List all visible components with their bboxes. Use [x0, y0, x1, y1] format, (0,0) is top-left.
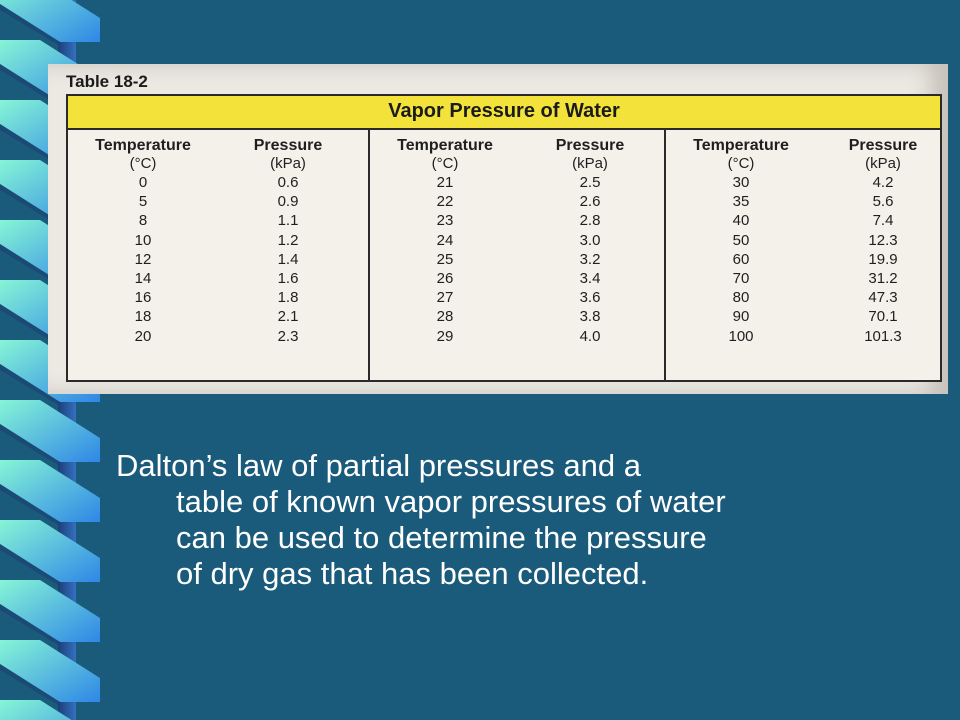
table-title-banner — [68, 96, 940, 130]
table-cell: 1.6 — [277, 269, 299, 287]
table-frame — [66, 94, 942, 382]
table-cell: 90 — [732, 308, 750, 326]
table-cell: 29 — [436, 327, 454, 345]
table-cell: 1.2 — [277, 231, 299, 249]
pressure-header: Pressure — [555, 137, 625, 154]
table-cell: 5 — [138, 193, 148, 211]
pressure-header: Pressure — [848, 137, 918, 154]
table-cell: 2.1 — [277, 308, 299, 326]
vapor-pressure-table-image — [48, 64, 948, 394]
table-cell: 40 — [732, 212, 750, 230]
table-cell: 27 — [436, 289, 454, 307]
table-cell: 2.6 — [579, 193, 601, 211]
pressure-column — [238, 130, 338, 346]
body-line: of dry gas that has been collected. — [176, 556, 649, 591]
pressure-unit: (kPa) — [865, 155, 901, 172]
table-cell: 3.2 — [579, 250, 601, 268]
slide-body-text — [116, 448, 946, 592]
temperature-column — [78, 130, 208, 346]
table-cell: 12 — [134, 250, 152, 268]
table-cell: 16 — [134, 289, 152, 307]
table-cell: 31.2 — [868, 269, 898, 287]
table-cell: 4.2 — [872, 174, 894, 191]
table-cell: 14 — [134, 269, 152, 287]
temperature-column — [676, 130, 806, 346]
table-cell: 28 — [436, 308, 454, 326]
table-cell: 50 — [732, 231, 750, 249]
table-cell: 10 — [134, 231, 152, 249]
table-cell: 1.4 — [277, 250, 299, 268]
table-cell: 30 — [732, 174, 750, 191]
body-line: can be used to determine the pressure — [176, 520, 707, 555]
table-title: Vapor Pressure of Water — [388, 100, 620, 122]
table-cell: 5.6 — [872, 193, 894, 211]
table-cell: 25 — [436, 250, 454, 268]
table-cell: 2.5 — [579, 174, 601, 191]
temperature-header: Temperature — [397, 137, 493, 154]
table-cell: 8 — [138, 212, 148, 230]
table-cell: 24 — [436, 231, 454, 249]
ribbon-segment — [0, 400, 100, 462]
table-cell: 2.8 — [579, 212, 601, 230]
table-cell: 35 — [732, 193, 750, 211]
ribbon-segment — [0, 520, 100, 582]
table-cell: 21 — [436, 174, 454, 191]
table-cell: 0 — [138, 174, 148, 191]
ribbon-segment — [0, 460, 100, 522]
ribbon-segment — [0, 700, 100, 720]
ribbon-segment — [0, 580, 100, 642]
table-cell: 4.0 — [579, 327, 601, 345]
temperature-column — [380, 130, 510, 346]
table-cell: 60 — [732, 250, 750, 268]
table-cell: 3.4 — [579, 269, 601, 287]
table-cell: 12.3 — [868, 231, 898, 249]
table-cell: 26 — [436, 269, 454, 287]
body-line: Dalton’s law of partial pressures and a — [116, 448, 641, 483]
temperature-header: Temperature — [693, 137, 789, 154]
temperature-unit: (°C) — [129, 155, 157, 172]
temperature-header: Temperature — [95, 137, 191, 154]
table-cell: 3.0 — [579, 231, 601, 249]
table-cell: 47.3 — [868, 289, 898, 307]
column-group-3 — [666, 130, 940, 380]
table-number-label: Table 18-2 — [66, 72, 148, 91]
table-cell: 20 — [134, 327, 152, 345]
table-cell: 3.6 — [579, 289, 601, 307]
table-cell: 1.1 — [277, 212, 299, 230]
table-cell: 23 — [436, 212, 454, 230]
column-group-1 — [68, 130, 368, 380]
pressure-column — [838, 130, 928, 346]
pressure-column — [540, 130, 640, 346]
table-cell: 1.8 — [277, 289, 299, 307]
pressure-header: Pressure — [253, 137, 323, 154]
temperature-unit: (°C) — [431, 155, 459, 172]
table-cell: 22 — [436, 193, 454, 211]
table-cell: 7.4 — [872, 212, 894, 230]
body-line: table of known vapor pressures of water — [176, 484, 726, 519]
table-cell: 0.6 — [277, 174, 299, 191]
pressure-unit: (kPa) — [572, 155, 608, 172]
pressure-unit: (kPa) — [270, 155, 306, 172]
table-cell: 80 — [732, 289, 750, 307]
column-group-2 — [370, 130, 664, 380]
table-cell: 2.3 — [277, 327, 299, 345]
table-cell: 100 — [728, 327, 754, 345]
table-cell: 70 — [732, 269, 750, 287]
ribbon-segment — [0, 640, 100, 702]
table-cell: 18 — [134, 308, 152, 326]
temperature-unit: (°C) — [727, 155, 755, 172]
table-cell: 70.1 — [868, 308, 898, 326]
table-cell: 101.3 — [864, 327, 902, 345]
table-cell: 3.8 — [579, 308, 601, 326]
table-cell: 0.9 — [277, 193, 299, 211]
table-cell: 19.9 — [868, 250, 898, 268]
